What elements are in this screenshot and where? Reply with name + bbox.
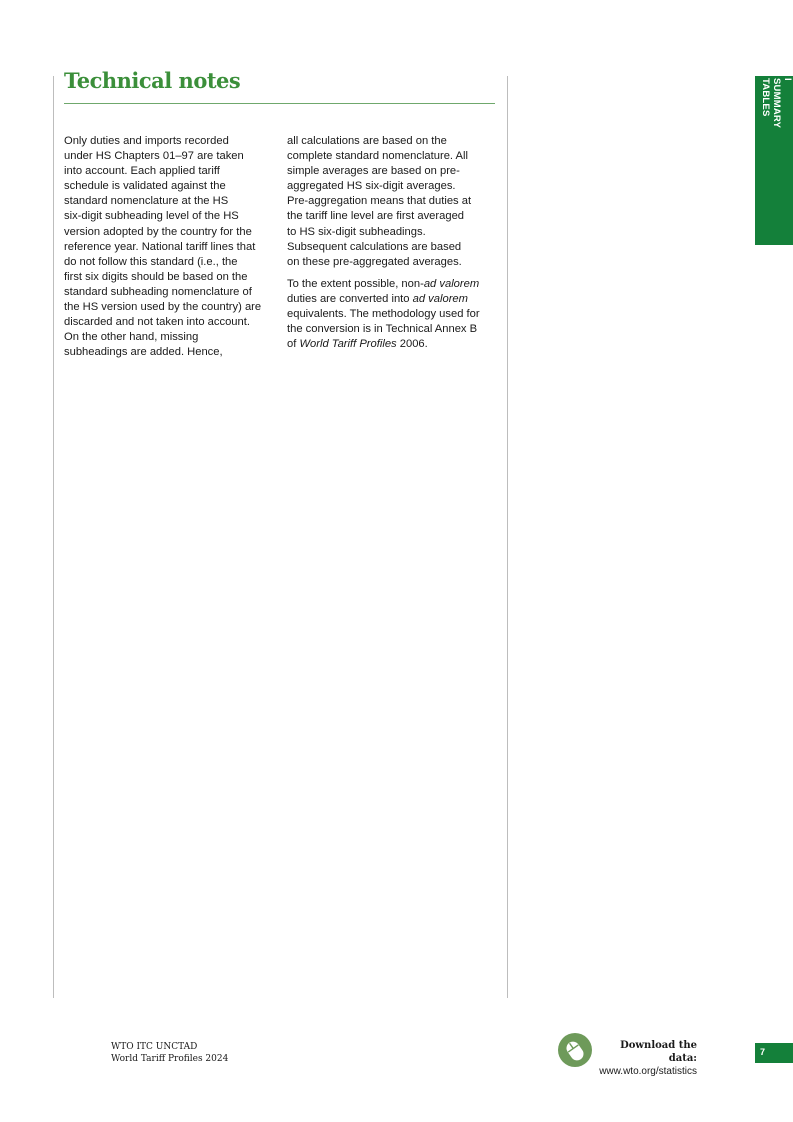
- text-line: On the other hand, missing: [64, 331, 199, 344]
- text-line: standard subheading nomenclature of: [64, 285, 252, 298]
- italic-term: ad valorem: [412, 292, 468, 305]
- text-line: [287, 292, 495, 307]
- publication-name: World Tariff Profiles 2024: [111, 1054, 229, 1064]
- text-line: Pre-aggregation means that duties at: [287, 195, 472, 208]
- text-line: subheadings are added. Hence,: [64, 346, 223, 359]
- text-line: reference year. National tariff lines that: [64, 240, 256, 253]
- text-line: into account. Each applied tariff: [64, 165, 220, 178]
- title-underline: [64, 103, 495, 104]
- text-line: Subsequent calculations are based: [287, 240, 462, 253]
- download-title: Download the data:: [620, 1040, 697, 1064]
- text-line: discarded and not taken into account.: [64, 316, 250, 329]
- page-number-badge: [755, 1043, 793, 1063]
- text-line: [287, 337, 495, 352]
- section-title-line-2: TABLES: [760, 78, 771, 117]
- text-line: version adopted by the country for the: [64, 225, 252, 238]
- text-line: complete standard nomenclature. All: [287, 150, 468, 163]
- text-line: standard nomenclature at the HS: [64, 195, 229, 208]
- text-line: equivalents. The methodology used for: [287, 308, 480, 321]
- text-fragment: To the extent possible, non-: [287, 277, 424, 290]
- paragraph-1: [64, 134, 279, 360]
- italic-term: ad valorem: [423, 277, 480, 290]
- text-line: Only duties and imports recorded: [64, 135, 229, 147]
- text-line: six-digit subheading level of the HS: [64, 210, 239, 223]
- page-number: 7: [760, 1047, 766, 1057]
- text-line: to HS six-digit subheadings.: [287, 225, 426, 238]
- section-number: I: [782, 78, 793, 81]
- section-title-line-1: SUMMARY: [771, 78, 782, 129]
- publication-title: World Tariff Profiles: [299, 338, 397, 351]
- column-divider-right: [507, 76, 508, 998]
- text-line: simple averages are based on pre-: [287, 165, 460, 178]
- text-line: schedule is validated against the: [64, 180, 226, 193]
- download-url[interactable]: www.wto.org/statistics: [599, 1066, 697, 1077]
- text-line: [287, 277, 495, 292]
- text-line: all calculations are based on the: [287, 135, 447, 147]
- publisher-organizations: WTO ITC UNCTAD: [111, 1042, 198, 1052]
- column-divider-left: [53, 76, 54, 998]
- text-line: the HS version used by the country) are: [64, 301, 262, 314]
- text-line: on these pre-aggregated averages.: [287, 255, 462, 268]
- text-fragment: 2006.: [396, 338, 428, 351]
- text-fragment: of: [287, 338, 300, 351]
- text-line: first six digits should be based on the: [64, 270, 248, 283]
- text-fragment: duties are converted into: [287, 292, 413, 305]
- text-line: the tariff line level are first averaged: [287, 210, 465, 223]
- text-line: the conversion is in Technical Annex B: [287, 323, 478, 336]
- body-column-2: [287, 134, 495, 359]
- paragraph-3: [287, 277, 495, 352]
- download-link[interactable]: [590, 1039, 697, 1079]
- page-title: Technical notes: [64, 68, 241, 93]
- text-line: under HS Chapters 01–97 are taken: [64, 150, 244, 163]
- section-tab[interactable]: [755, 76, 793, 245]
- body-column-1: [64, 134, 279, 367]
- paragraph-2: [287, 134, 495, 270]
- mouse-icon[interactable]: [558, 1033, 592, 1067]
- text-line: do not follow this standard (i.e., the: [64, 255, 238, 268]
- section-tab-label: [760, 78, 793, 128]
- text-line: aggregated HS six-digit averages.: [287, 180, 456, 193]
- footer-publisher: [111, 1041, 228, 1065]
